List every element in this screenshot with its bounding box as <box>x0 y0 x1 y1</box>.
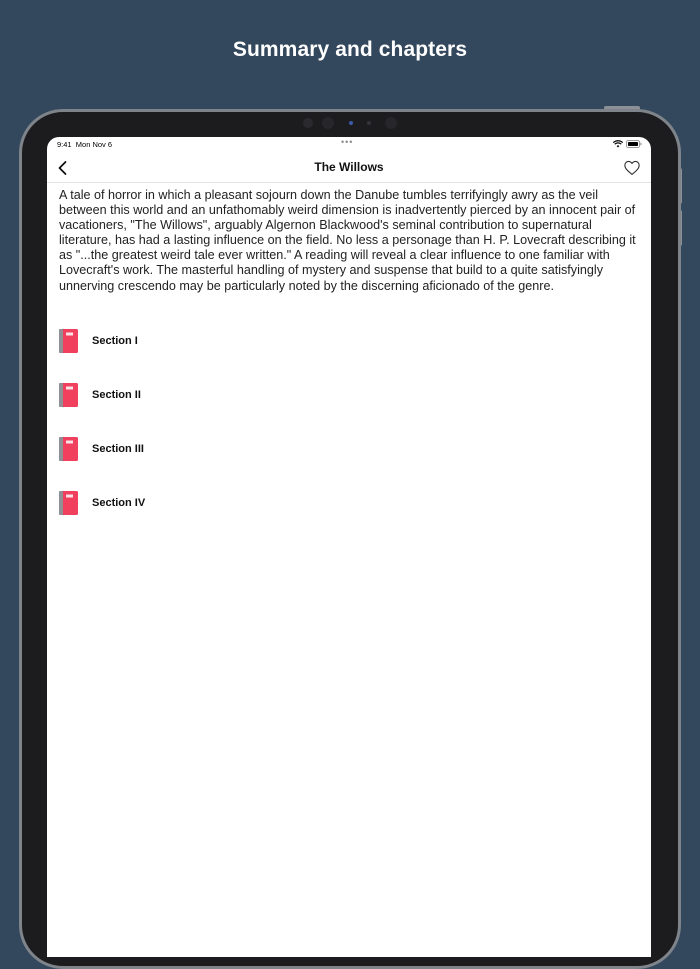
navigation-bar <box>47 153 651 183</box>
app-screen <box>47 137 651 957</box>
camera-lens-icon <box>349 121 353 125</box>
book-summary: A tale of horror in which a pleasant sojourn down the Danube tumbles terrifyingly awry as the veil between this world and an unfathomably weird dimension is inadvertently pierced by an innocent pair of vacationers, "The Willows", arguably Algernon Blackwood's seminal contribution to supernatural literature, has had a lasting influence on the field. No less a personage than H. P. Lovecraft describing it as "...the greatest weird tale ever written." A reading will reveal a clear influence to one familiar with Lovecraft's work. The masterful handling of mystery and suspense that build to a quite satisfyingly unnerving crescendo may be particularly noted by the discerning aficionado of the genre. <box>59 188 636 293</box>
chapter-label: Section II <box>92 389 141 401</box>
chapter-item-section-2[interactable] <box>47 375 651 429</box>
battery-icon <box>626 140 642 148</box>
book-icon <box>59 329 78 353</box>
multitasking-dots[interactable]: ••• <box>341 137 354 147</box>
chapter-item-section-4[interactable] <box>47 483 651 537</box>
sensor-icon <box>367 121 371 125</box>
sensor-icon <box>385 117 397 129</box>
camera-icon <box>322 117 334 129</box>
status-time-date: 9:41 Mon Nov 6 <box>57 140 113 149</box>
book-icon <box>59 383 78 407</box>
page-title: The Willows <box>314 160 384 174</box>
book-icon <box>59 437 78 461</box>
chapter-list <box>47 321 651 537</box>
chapter-label: Section III <box>92 443 144 455</box>
chapter-label: Section I <box>92 335 138 347</box>
sensor-icon <box>303 118 313 128</box>
chapter-item-section-3[interactable] <box>47 429 651 483</box>
wifi-icon <box>613 140 623 148</box>
chapter-label: Section IV <box>92 497 146 509</box>
promo-title: Summary and chapters <box>232 38 468 61</box>
status-bar <box>47 137 651 153</box>
heart-icon[interactable] <box>623 159 641 177</box>
chapter-item-section-1[interactable] <box>47 321 651 375</box>
book-icon <box>59 491 78 515</box>
